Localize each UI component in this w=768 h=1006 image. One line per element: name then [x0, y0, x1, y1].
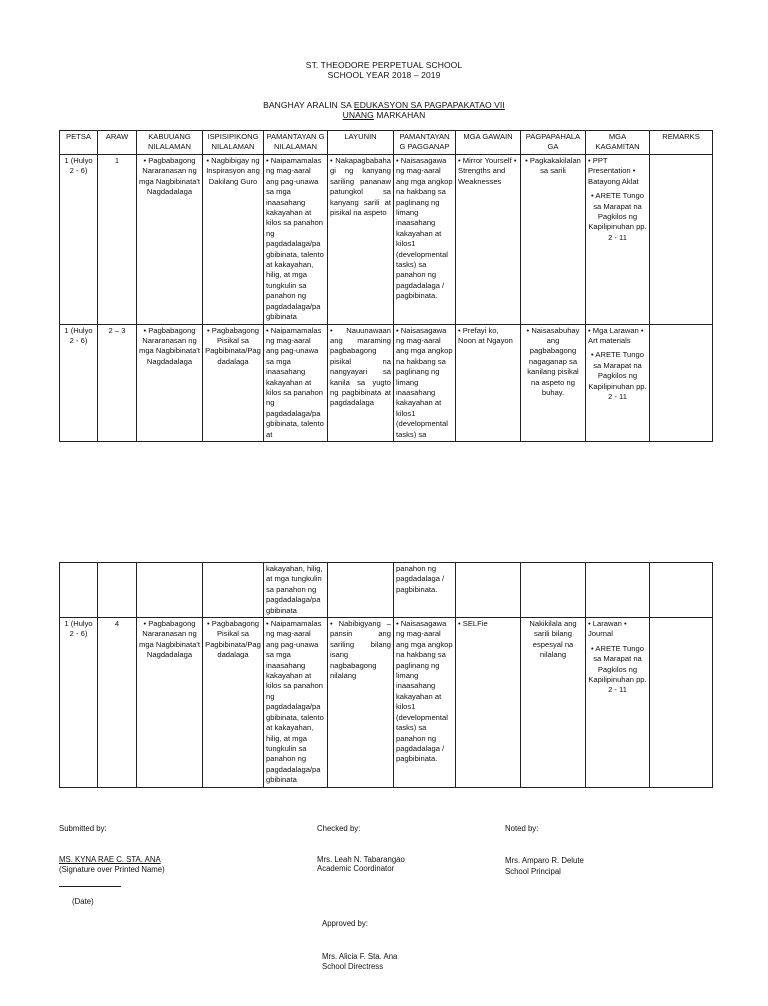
- cell-araw: [98, 563, 137, 618]
- checked-title: Academic Coordinator: [317, 864, 395, 873]
- approved-title: School Directress: [322, 962, 384, 971]
- cell-araw: 1: [98, 155, 137, 325]
- kagamitan-list: • Larawan • Journal: [588, 619, 627, 639]
- table-row: [60, 618, 713, 788]
- cell-kagamitan: [586, 563, 650, 618]
- cell-petsa: [60, 563, 98, 618]
- submitted-note: (Signature over Printed Name): [59, 865, 165, 874]
- cell-petsa: 1 (Hulyo 2 - 6): [60, 618, 98, 788]
- cell-pagpapahalaga: • Pagkakakilalan sa sarili: [521, 155, 586, 325]
- cell-pamantayan-nilalaman: • Naipamamalas ng mag-aaral ang pag-unawa sa mga inaasahang kakayahan at kilos sa panahon ng pagdadalaga/pa gbibinata, talento at kakayahan, hilig, at mga tungkulin sa panahon ng pagdadalaga/pa gbibinata: [264, 618, 328, 788]
- lesson-plan-table: [59, 130, 713, 442]
- date-line: [59, 886, 121, 887]
- cell-kabuuang: • Pagbabagong Nararanasan ng mga Nagbibinata't Nagdadalaga: [137, 155, 203, 325]
- cell-kagamitan: [586, 155, 650, 325]
- cell-pamantayan-nilalaman: • Naipamamalas ng mag-aaral ang pag-unawa sa mga inaasahang kakayahan at kilos sa panahon ng pagdadalaga/pa gbibinata, talento at kakayahan, hilig, at mga tungkulin sa panahon ng pagdadalaga/pa gbibinata: [264, 155, 328, 325]
- cell-layunin: • Nabibigyang – pansin ang sariling bilang isang nagbabagong nilalang: [328, 618, 394, 788]
- col-header-pamantayan-pagganap: PAMANTAYAN G PAGGANAP: [394, 131, 456, 155]
- cell-pamantayan-pagganap: • Naisasagawa ng mag-aaral ang mga angkop na hakbang sa paglinang ng limang inaasahang kakayahan at kilos1 (developmental tasks) sa panahon ng pagdadalaga / pagbibinata.: [394, 155, 456, 325]
- col-header-kabuuang: KABUUANG NILALAMAN: [137, 131, 203, 155]
- cell-ispisipikong: • Nagbibigay ng Inspirasyon ang Dakilang Guro: [203, 155, 264, 325]
- cell-kabuuang: [137, 563, 203, 618]
- kagamitan-list: • PPT Presentation • Batayong Aklat: [588, 156, 639, 186]
- cell-petsa: 1 (Hulyo 2 - 6): [60, 324, 98, 441]
- quarter-underlined: UNANG: [342, 110, 374, 120]
- cell-remarks: [650, 155, 713, 325]
- school-name: ST. THEODORE PERPETUAL SCHOOL: [305, 60, 463, 70]
- noted-title: School Principal: [505, 867, 561, 876]
- cell-kagamitan: [586, 324, 650, 441]
- cell-pagpapahalaga: [521, 563, 586, 618]
- noted-name: Mrs. Amparo R. Delute: [505, 856, 584, 865]
- submitted-by-label: Submitted by:: [59, 824, 107, 833]
- cell-pamantayan-nilalaman: kakayahan, hilig, at mga tungkulin sa panahon ng pagdadalaga/pa gbibinata: [264, 563, 328, 618]
- school-year: SCHOOL YEAR 2018 – 2019: [327, 70, 441, 80]
- submitted-name: MS. KYNA RAE C. STA. ANA: [59, 855, 161, 864]
- col-header-pagpapahalaga: PAGPAPAHALA GA: [521, 131, 586, 155]
- plan-subject: EDUKASYON SA PAGPAPAKATAO VII: [353, 100, 505, 110]
- table-header-row: [60, 131, 713, 155]
- col-header-petsa: PETSA: [60, 131, 98, 155]
- kagamitan-list: • Mga Larawan • Art materials: [588, 325, 644, 345]
- cell-araw: 4: [98, 618, 137, 788]
- checked-name: Mrs. Leah N. Tabarangao: [317, 855, 405, 864]
- cell-kagamitan: [586, 618, 650, 788]
- plan-title: [0, 100, 768, 110]
- cell-kabuuang: • Pagbabagong Nararanasan ng mga Nagbibinata't Nagdadalaga: [137, 618, 203, 788]
- table-row: [60, 155, 713, 325]
- cell-gawain: • Mirror Yourself • Strengths and Weaknesses: [456, 155, 521, 325]
- cell-layunin: • Nauunawaan ang maraming pagbabagong pisikal na nangyayari sa kanila sa yugto ng pagbibinata at pagdadalaga: [328, 324, 394, 441]
- quarter: [0, 110, 768, 120]
- kagamitan-book: • ARETE Tungo sa Marapat na Pagkilos ng Kapilipinuhan pp. 2 - 11: [588, 350, 647, 401]
- table-row: [60, 563, 713, 618]
- cell-gawain: • SELFie: [456, 618, 521, 788]
- cell-pamantayan-nilalaman: • Naipamamalas ng mag-aaral ang pag-unawa sa mga inaasahang kakayahan at kilos sa panahon ng pagdadalaga/pa gbibinata, talento at: [264, 324, 328, 441]
- lesson-plan-table-continued: [59, 562, 713, 788]
- approved-name: Mrs. Alicia F. Sta. Ana: [322, 952, 398, 961]
- kagamitan-book: • ARETE Tungo sa Marapat na Pagkilos ng Kapilipinuhan pp. 2 - 11: [588, 643, 647, 695]
- col-header-araw: ARAW: [98, 131, 137, 155]
- plan-prefix: BANGHAY ARALIN SA: [263, 100, 354, 110]
- cell-ispisipikong: [203, 563, 264, 618]
- date-label: (Date): [72, 897, 94, 906]
- cell-araw: 2 – 3: [98, 324, 137, 441]
- cell-pagpapahalaga: • Naisasabuhay ang pagbabagong nagaganap sa kanilang pisikal na aspeto ng buhay.: [521, 324, 586, 441]
- kagamitan-book: • ARETE Tungo sa Marapat na Pagkilos ng Kapilipinuhan pp. 2 - 11: [588, 191, 647, 242]
- checked-by-label: Checked by:: [317, 824, 361, 833]
- col-header-ispisipikong: ISPISIPIKONG NILALAMAN: [203, 131, 264, 155]
- col-header-layunin: LAYUNIN: [328, 131, 394, 155]
- cell-pamantayan-pagganap: panahon ng pagdadalaga / pagbibinata.: [394, 563, 456, 618]
- cell-remarks: [650, 324, 713, 441]
- col-header-pamantayan-nilalaman: PAMANTAYAN G NILALAMAN: [264, 131, 328, 155]
- cell-gawain: [456, 563, 521, 618]
- cell-layunin: • Nakapagbabaha gi ng kanyang sariling pananaw patungkol sa kanyang sarili at pisikal na aspeto: [328, 155, 394, 325]
- quarter-rest: MARKAHAN: [373, 110, 426, 120]
- cell-pagpapahalaga: Nakikilala ang sarili bilang espesyal na nilalang: [521, 618, 586, 788]
- col-header-gawain: MGA GAWAIN: [456, 131, 521, 155]
- cell-petsa: 1 (Hulyo 2 - 6): [60, 155, 98, 325]
- col-header-remarks: REMARKS: [650, 131, 713, 155]
- cell-layunin: [328, 563, 394, 618]
- cell-kabuuang: • Pagbabagong Nararanasan ng mga Nagbibinata't Nagdadalaga: [137, 324, 203, 441]
- cell-pamantayan-pagganap: • Naisasagawa ng mag-aaral ang mga angkop na hakbang sa paglinang ng limang inaasahang kakayahan at kilos1 (developmental tasks) sa panahon ng pagdadalaga / pagbibinata.: [394, 618, 456, 788]
- approved-by-label: Approved by:: [322, 919, 368, 928]
- cell-gawain: • Prefayi ko, Noon at Ngayon: [456, 324, 521, 441]
- cell-ispisipikong: • Pagbabagong Pisikal sa Pagbibinata/Pag dadalaga: [203, 324, 264, 441]
- cell-remarks: [650, 563, 713, 618]
- cell-remarks: [650, 618, 713, 788]
- cell-pamantayan-pagganap: • Naisasagawa ng mag-aaral ang mga angkop na hakbang sa paglinang ng limang inaasahang kakayahan at kilos1 (developmental tasks) sa: [394, 324, 456, 441]
- noted-by-label: Noted by:: [505, 824, 539, 833]
- table-row: [60, 324, 713, 441]
- col-header-kagamitan: MGA KAGAMITAN: [586, 131, 650, 155]
- cell-ispisipikong: • Pagbabagong Pisikal sa Pagbibinata/Pag dadalaga: [203, 618, 264, 788]
